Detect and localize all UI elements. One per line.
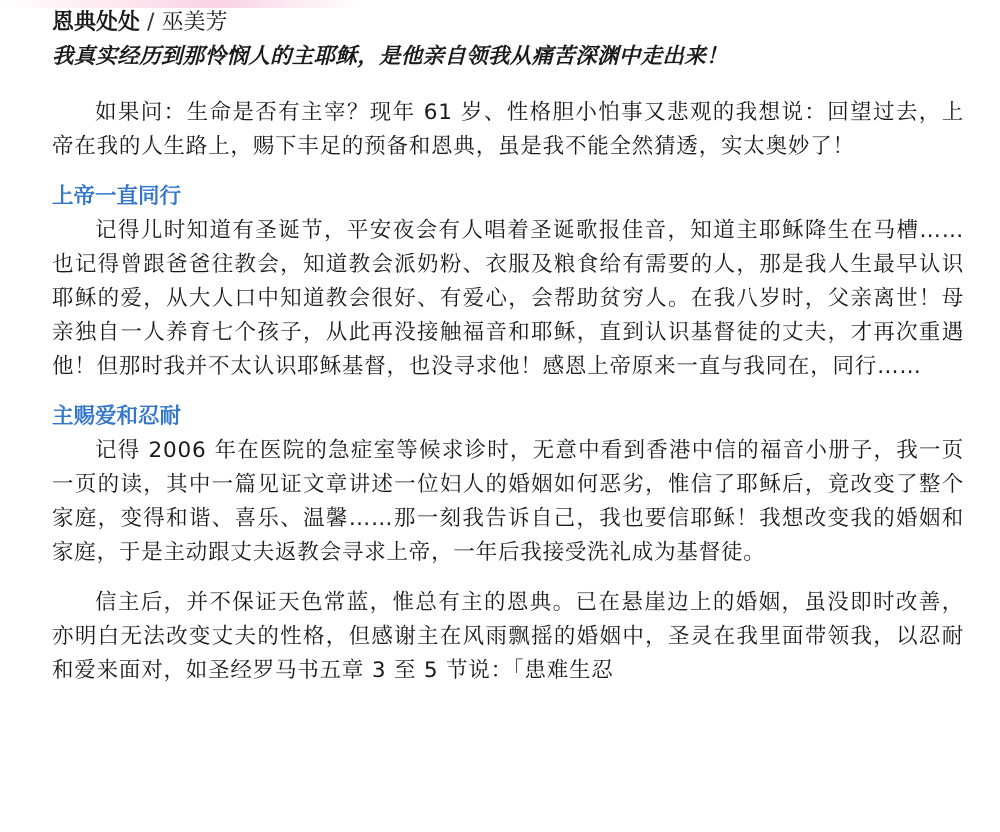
spacer xyxy=(52,384,964,400)
intro-paragraph: 如果问：生命是否有主宰？现年 61 岁、性格胆小怕事又悲观的我想说：回望过去，上帝在我的人生路上，赐下丰足的预备和恩典，虽是我不能全然猜透，实太奥妙了！ xyxy=(52,100,964,159)
article-subtitle: 我真实经历到那怜悯人的主耶稣，是他亲自领我从痛苦深渊中走出来！ xyxy=(52,44,728,69)
article-author: 巫美芳 xyxy=(161,10,228,35)
article-header xyxy=(52,6,964,40)
section-2-paragraph-1: 记得 2006 年在医院的急症室等候求诊时，无意中看到香港中信的福音小册子，我一页一页的读，其中一篇见证文章讲述一位妇人的婚姻如何恶劣，惟信了耶稣后，竟改变了整个家庭，变得和谐、喜乐、温馨……那一刻我告诉自己，我也要信耶稣！我想改变我的婚姻和家庭，于是主动跟丈夫返教会寻求上帝，一年后我接受洗礼成为基督徒。 xyxy=(52,438,964,565)
article xyxy=(52,6,964,688)
section-heading-god-walks-with-me: 上帝一直同行 xyxy=(52,184,182,209)
title-author-separator: / xyxy=(147,10,155,35)
spacer xyxy=(52,74,964,96)
article-title: 恩典处处 xyxy=(52,10,141,35)
section-heading-love-and-patience: 主赐爱和忍耐 xyxy=(52,404,182,429)
section-1-paragraph: 记得儿时知道有圣诞节，平安夜会有人唱着圣诞歌报佳音，知道主耶稣降生在马槽……也记得曾跟爸爸往教会，知道教会派奶粉、衣服及粮食给有需要的人，那是我人生最早认识耶稣的爱，从大人口中知道教会很好、有爱心，会帮助贫穷人。在我八岁时，父亲离世！母亲独自一人养育七个孩子，从此再没接触福音和耶稣，直到认识基督徒的丈夫，才再次重遇他！但那时我并不太认识耶稣基督，也没寻求他！感恩上帝原来一直与我同在，同行…… xyxy=(52,218,964,379)
section-2-paragraph-2: 信主后，并不保证天色常蓝，惟总有主的恩典。已在悬崖边上的婚姻，虽没即时改善，亦明白无法改变丈夫的性格，但感谢主在风雨飘摇的婚姻中，圣灵在我里面带领我，以忍耐和爱来面对，如圣经罗马书五章 3 至 5 节说：「患难生忍 xyxy=(52,590,964,683)
spacer xyxy=(52,164,964,180)
spacer xyxy=(52,570,964,586)
